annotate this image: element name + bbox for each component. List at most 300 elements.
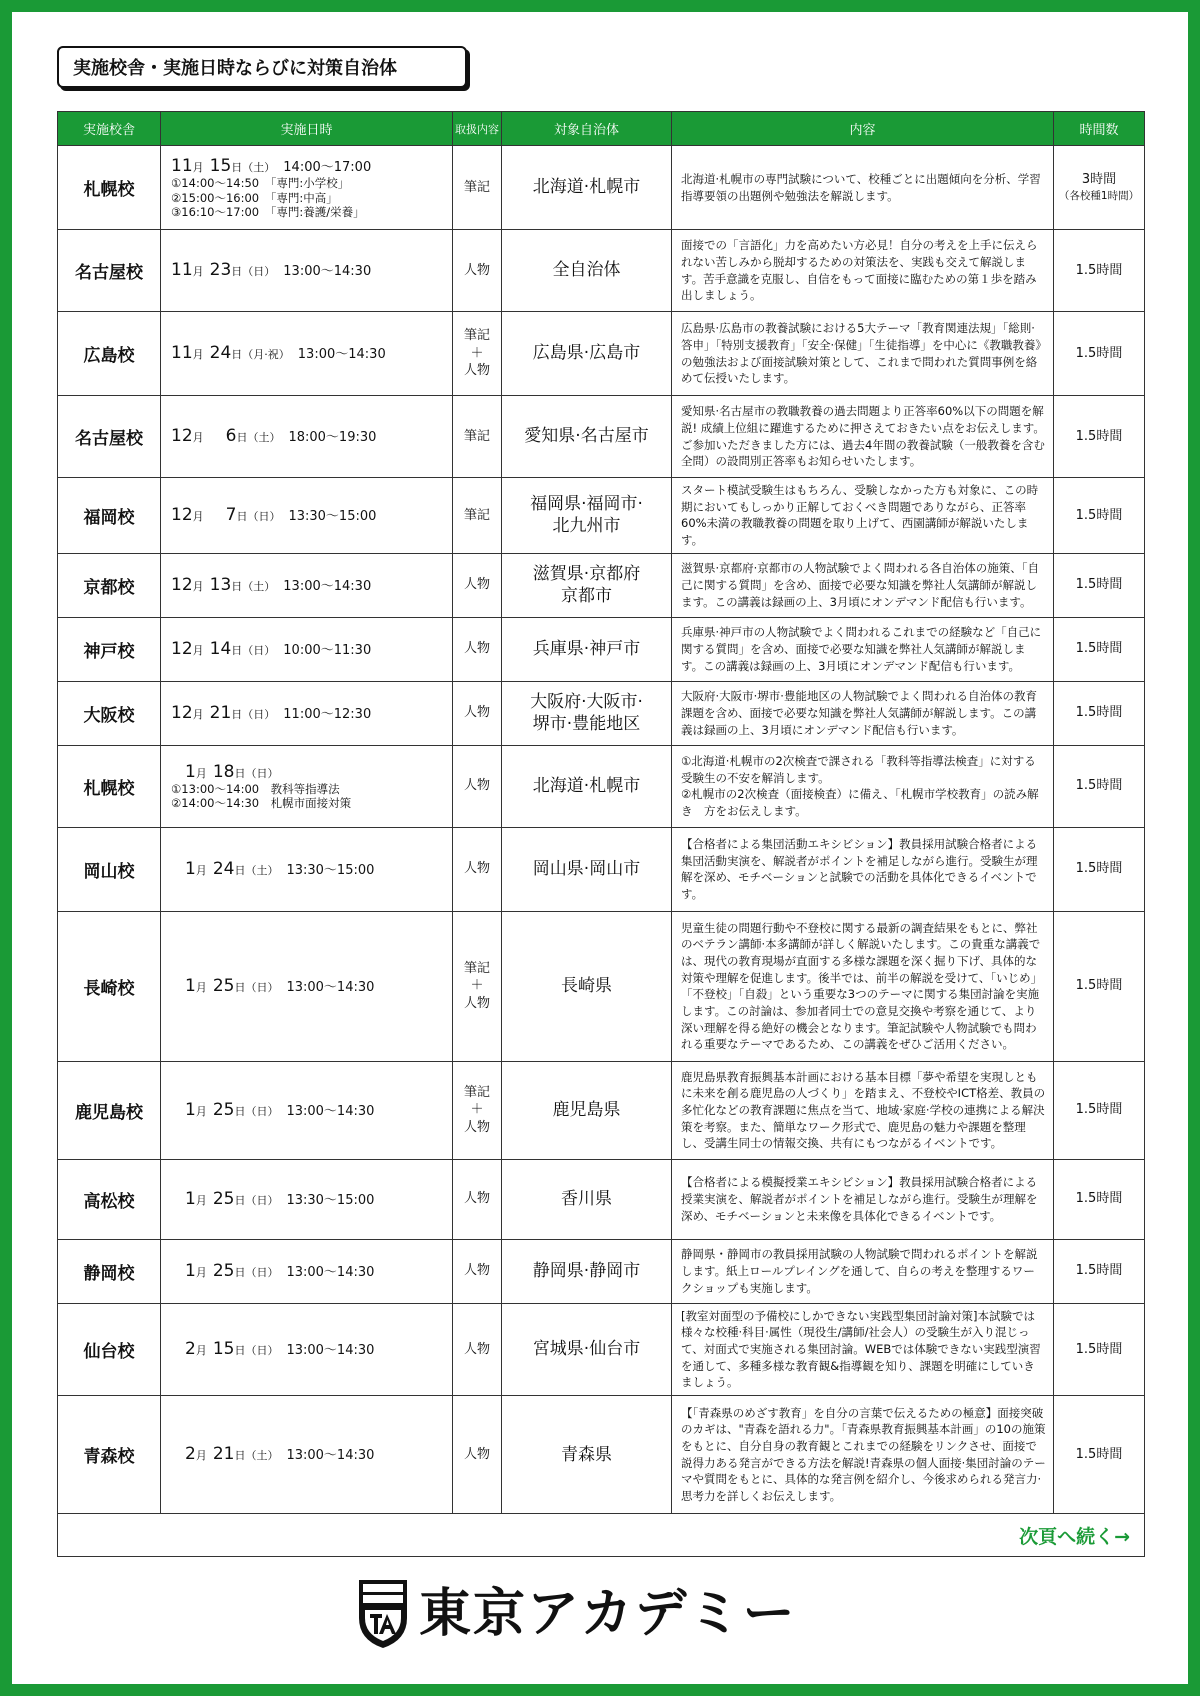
date-day-unit: 日	[234, 1193, 246, 1207]
content-line: ①北海道·札幌市の2次検査で課される「教科等指導法検査」に対する 受験生の不安を解消します。	[681, 753, 1048, 785]
session-line: ③16:10～17:00 「専門:養護/栄養」	[171, 204, 365, 219]
municipality-cell	[502, 911, 672, 1061]
table-row	[58, 478, 1145, 554]
type-label: 人物	[463, 641, 490, 657]
type-label: 人物	[463, 1341, 490, 1357]
type-cell	[453, 312, 502, 396]
date-main	[171, 1189, 452, 1209]
type-cell	[453, 745, 502, 827]
date-day-unit: 日	[236, 510, 248, 524]
date-month: 12	[171, 638, 193, 659]
hours-cell	[1054, 1239, 1145, 1303]
date-day: 7	[225, 505, 237, 526]
hours-cell	[1054, 146, 1145, 230]
date-time: 13:00～14:30	[283, 578, 372, 594]
hours-cell	[1054, 1159, 1145, 1239]
date-day-unit: 日	[231, 707, 243, 721]
date-day-unit: 日	[236, 431, 248, 445]
datetime-cell	[161, 827, 453, 911]
table-row	[58, 1303, 1145, 1395]
school-cell: 仙台校	[58, 1303, 161, 1395]
hours-value: 1.5時間	[1075, 577, 1123, 593]
date-main	[171, 762, 452, 782]
type-cell	[453, 230, 502, 312]
content-cell: 【「青森県のめざす教育」を自分の言葉で伝えるための極意】面接突破のカギは、"青森を語れる力"。「青森県教育振興基本計画」の10の施策をもとに、自分自身の教育観とこれまでの経験をリンクさせ、面接で説得力ある発言ができる方法を解説!青森県の個人面接·集団討論のテーマや質問をもとに、具体的な発言例を紹介し、今後求められる発言力·思考力を詳しくお伝えします。	[672, 1396, 1054, 1514]
content-cell: 北海道·札幌市の専門試験について、校種ごとに出題傾向を分析、学習指導要領の出題例や勉強法を解説します。	[672, 146, 1054, 230]
datetime-cell	[161, 1239, 453, 1303]
date-main	[171, 1100, 452, 1120]
section-title: 実施校舎・実施日時ならびに対策自治体	[57, 46, 467, 88]
date-month: 11	[171, 260, 193, 281]
table-row	[58, 617, 1145, 681]
hours-cell	[1054, 1303, 1145, 1395]
hours-value: 1.5時間	[1075, 1446, 1123, 1462]
table-row	[58, 745, 1145, 827]
date-time: 13:30～15:00	[288, 509, 377, 525]
content-cell: 静岡県・静岡市の教員採用試験の人物試験で問われるポイントを解説します。紙上ロールプレイングを通して、自らの考えを整理するワークショップも実施します。	[672, 1239, 1054, 1303]
date-day-unit: 日	[231, 160, 243, 174]
date-day-unit: 日	[234, 766, 246, 780]
date-main	[171, 859, 452, 879]
type-cell	[453, 617, 502, 681]
datetime-cell	[161, 617, 453, 681]
type-cell	[453, 1303, 502, 1395]
municipality-line: 静岡県·静岡市	[532, 1261, 641, 1282]
date-day: 6	[225, 426, 237, 447]
hours-cell	[1054, 617, 1145, 681]
municipality-line: 全自治体	[552, 260, 621, 281]
session-line: ②15:00～16:00 「専門:中高」	[171, 190, 338, 205]
date-weekday: （日）	[245, 1265, 279, 1279]
municipality-line: 鹿児島県	[552, 1100, 621, 1121]
table-row	[58, 1061, 1145, 1159]
type-label: ＋	[470, 978, 484, 994]
date-main	[171, 156, 452, 176]
date-main	[171, 575, 452, 595]
hours-value: 1.5時間	[1075, 705, 1123, 721]
school-cell: 広島校	[58, 312, 161, 396]
hours-cell	[1054, 1061, 1145, 1159]
municipality-cell	[502, 1239, 672, 1303]
date-main	[171, 505, 452, 525]
municipality-line: 北九州市	[552, 516, 621, 537]
date-month: 2	[185, 1339, 196, 1360]
datetime-cell	[161, 230, 453, 312]
table-row	[58, 146, 1145, 230]
date-time: 13:00～14:30	[286, 1264, 375, 1280]
date-main	[171, 1444, 452, 1464]
municipality-line: 北海道·札幌市	[532, 776, 641, 797]
date-time: 11:00～12:30	[283, 706, 372, 722]
table-row	[58, 681, 1145, 745]
table-row	[58, 1239, 1145, 1303]
type-label: 人物	[463, 1446, 490, 1462]
date-day: 14	[209, 638, 232, 659]
hours-cell	[1054, 827, 1145, 911]
datetime-cell	[161, 478, 453, 554]
header-content: 内容	[672, 112, 1054, 146]
date-main	[171, 703, 452, 723]
school-cell: 岡山校	[58, 827, 161, 911]
type-cell	[453, 911, 502, 1061]
municipality-cell	[502, 617, 672, 681]
type-label: 人物	[463, 1119, 490, 1135]
header-municipality: 対象自治体	[502, 112, 672, 146]
date-day: 25	[212, 1099, 235, 1120]
school-cell: 福岡校	[58, 478, 161, 554]
school-cell: 長崎校	[58, 911, 161, 1061]
datetime-cell	[161, 312, 453, 396]
date-month: 12	[171, 574, 193, 595]
content-cell: 児童生徒の問題行動や不登校に関する最新の調査結果をもとに、弊社のベテラン講師·本多講師が詳しく解説いたします。この貴重な講義では、現代の教育現場が直面する多様な課題を深く掘り下げ、具体的な対策や理解を促進します。後半では、前半の解説を受けて、「いじめ」「不登校」「自殺」という重要な3つのテーマに関する集団討論を実施します。この討論は、参加者同士での意見交換や考察を通じて、より深い理解を得る絶好の機会となります。筆記試験や人物試験でも問われる重要なテーマであるため、この講義をぜひご活用ください。	[672, 911, 1054, 1061]
date-month: 2	[185, 1444, 196, 1465]
hours-value: 1.5時間	[1075, 1341, 1123, 1357]
date-main	[171, 260, 452, 280]
date-month-unit: 月	[195, 1344, 207, 1358]
datetime-cell	[161, 1159, 453, 1239]
type-label: 人物	[463, 778, 490, 794]
type-label: 人物	[463, 363, 490, 379]
date-time: 13:30～15:00	[286, 1192, 375, 1208]
date-month-unit: 月	[195, 1104, 207, 1118]
date-weekday: （日）	[245, 1193, 279, 1207]
municipality-cell	[502, 1159, 672, 1239]
date-day-unit: 日	[234, 1104, 246, 1118]
date-month-unit: 月	[195, 1193, 207, 1207]
header-school: 実施校舎	[58, 112, 161, 146]
date-time: 13:00～14:30	[286, 1448, 375, 1464]
date-day-unit: 日	[231, 348, 243, 362]
date-day-unit: 日	[231, 643, 243, 657]
date-weekday: （土）	[245, 1449, 279, 1463]
session-line: ①14:00～14:50 「専門:小学校」	[171, 176, 350, 191]
date-day: 24	[209, 343, 232, 364]
header-datetime: 実施日時	[161, 112, 453, 146]
hours-value: 1.5時間	[1075, 641, 1123, 657]
content-cell	[672, 745, 1054, 827]
date-month-unit: 月	[195, 863, 207, 877]
type-label: 人物	[463, 705, 490, 721]
continued-link[interactable]: 次頁へ続く→	[1019, 1525, 1130, 1548]
date-day: 25	[212, 1260, 235, 1281]
datetime-cell	[161, 396, 453, 478]
date-main	[171, 1339, 452, 1359]
brand-logo	[357, 1578, 843, 1650]
type-label: 人物	[463, 995, 490, 1011]
municipality-line: 宮城県·仙台市	[532, 1339, 641, 1360]
school-cell: 神戸校	[58, 617, 161, 681]
tokyo-academy-emblem-icon	[357, 1578, 409, 1650]
session-line: ①13:00～14:00 教科等指導法	[171, 782, 340, 796]
table-row	[58, 553, 1145, 617]
date-day-unit: 日	[231, 265, 243, 279]
table-row	[58, 1396, 1145, 1514]
date-time: 13:00～14:30	[286, 979, 375, 995]
date-time: 18:00～19:30	[288, 430, 377, 446]
content-cell: 愛知県·名古屋市の教職教養の過去問題より正答率60%以下の問題を解説! 成績上位組に躍進するために押さえておきたい点をお伝えします。ご参加いただきました方には、過去4年間の教養試験（一般教養を含む全問）の設問別正答率もお知らせいたします。	[672, 396, 1054, 478]
date-time: 13:30～15:00	[286, 862, 375, 878]
municipality-cell	[502, 745, 672, 827]
date-month: 1	[185, 761, 196, 782]
date-day-unit: 日	[234, 1449, 246, 1463]
date-weekday: （日）	[245, 980, 279, 994]
content-cell: 【合格者による模擬授業エキシビション】教員採用試験合格者による授業実演を、解説者がポイントを補足しながら進行。受験生が理解を深め、モチベーションと未来像を具体化できるイベントです。	[672, 1159, 1054, 1239]
municipality-cell	[502, 827, 672, 911]
type-label: 筆記	[463, 428, 490, 444]
date-weekday: （日）	[242, 707, 276, 721]
date-time: 14:00～17:00	[283, 159, 372, 175]
date-day: 21	[209, 702, 232, 723]
municipality-line: 岡山県·岡山市	[532, 859, 641, 880]
type-cell	[453, 146, 502, 230]
date-main	[171, 1261, 452, 1281]
type-label: 筆記	[463, 507, 490, 523]
date-month-unit: 月	[192, 707, 204, 721]
date-weekday: （日）	[242, 265, 276, 279]
date-month-unit: 月	[192, 348, 204, 362]
municipality-line: 長崎県	[561, 976, 612, 997]
table-row	[58, 396, 1145, 478]
date-month: 12	[171, 702, 193, 723]
hours-cell	[1054, 911, 1145, 1061]
type-cell	[453, 1396, 502, 1514]
municipality-cell	[502, 681, 672, 745]
date-day: 21	[212, 1444, 235, 1465]
date-month-unit: 月	[192, 643, 204, 657]
hours-value: 1.5時間	[1075, 978, 1123, 994]
hours-note: （各校種1時間）	[1058, 190, 1140, 203]
content-cell: 【合格者による集団活動エキシビション】教員採用試験合格者による集団活動実演を、解説者がポイントを補足しながら進行。受験生が理解を深め、モチベーションと試験での活動を具体化できるイベントです。	[672, 827, 1054, 911]
hours-value: 1.5時間	[1075, 1191, 1123, 1207]
date-weekday: （土）	[242, 579, 276, 593]
municipality-cell	[502, 230, 672, 312]
type-label: 人物	[463, 1263, 490, 1279]
type-cell	[453, 478, 502, 554]
municipality-line: 愛知県·名古屋市	[524, 426, 649, 447]
date-day-unit: 日	[234, 1344, 246, 1358]
date-main	[171, 426, 452, 446]
date-day-unit: 日	[234, 980, 246, 994]
date-month: 11	[171, 343, 193, 364]
date-month-unit: 月	[192, 431, 204, 445]
table-row	[58, 230, 1145, 312]
type-label: 人物	[463, 262, 490, 278]
school-cell: 大阪校	[58, 681, 161, 745]
date-weekday: （土）	[247, 431, 281, 445]
date-weekday: （月·祝）	[242, 348, 290, 362]
date-day: 23	[209, 260, 232, 281]
type-label: 筆記	[463, 328, 490, 344]
date-weekday: （土）	[245, 863, 279, 877]
hours-cell	[1054, 681, 1145, 745]
municipality-cell	[502, 1303, 672, 1395]
municipality-cell	[502, 146, 672, 230]
table-row	[58, 312, 1145, 396]
content-cell: 鹿児島県教育振興基本計画における基本目標「夢や希望を実現しともに未来を創る鹿児島の人づくり」を踏まえ、不登校やICT格差、教員の多忙化などの教育課題に焦点を当て、地域·家庭·学校の連携による解決策を考察。また、簡単なワーク形式で、鹿児島の魅力や課題を整理し、受講生同士の情報交換、共有にもつながるイベントです。	[672, 1061, 1054, 1159]
hours-cell	[1054, 230, 1145, 312]
date-day: 15	[209, 155, 232, 176]
municipality-line: 滋賀県·京都府	[532, 564, 641, 585]
municipality-line: 青森県	[561, 1444, 612, 1465]
date-main	[171, 639, 452, 659]
hours-cell	[1054, 1396, 1145, 1514]
municipality-cell	[502, 312, 672, 396]
municipality-cell	[502, 1061, 672, 1159]
date-main	[171, 976, 452, 996]
datetime-cell	[161, 911, 453, 1061]
date-day: 24	[212, 858, 235, 879]
session-line: ②14:00～14:30 札幌市面接対策	[171, 796, 352, 811]
datetime-cell	[161, 1061, 453, 1159]
municipality-line: 広島県·広島市	[532, 343, 641, 364]
municipality-line: 福岡県·福岡市·	[530, 494, 643, 515]
hours-cell	[1054, 396, 1145, 478]
date-month-unit: 月	[195, 766, 207, 780]
date-month: 1	[185, 858, 196, 879]
type-label: 筆記	[463, 960, 490, 976]
type-cell	[453, 1061, 502, 1159]
date-month-unit: 月	[192, 160, 204, 174]
hours-value: 1.5時間	[1075, 1102, 1123, 1118]
type-cell	[453, 681, 502, 745]
date-weekday: （土）	[242, 160, 276, 174]
municipality-line: 堺市·豊能地区	[532, 714, 641, 735]
date-month: 1	[185, 1260, 196, 1281]
school-cell: 青森校	[58, 1396, 161, 1514]
date-time: 13:00～14:30	[286, 1103, 375, 1119]
content-cell: 面接での「言語化」力を高めたい方必見！自分の考えを上手に伝えられない苦しみから脱却するための対策法を、実践も交えて解説します。苦手意識を克服し、自信をもって面接に臨むための第１歩を踏み出しましょう。	[672, 230, 1054, 312]
school-cell: 静岡校	[58, 1239, 161, 1303]
table-row	[58, 1159, 1145, 1239]
date-day-unit: 日	[234, 1265, 246, 1279]
hours-value: 1.5時間	[1075, 345, 1123, 361]
date-weekday: （日）	[245, 1104, 279, 1118]
date-day: 15	[212, 1339, 235, 1360]
municipality-line: 京都市	[561, 586, 612, 607]
hours-cell	[1054, 312, 1145, 396]
type-cell	[453, 396, 502, 478]
type-cell	[453, 827, 502, 911]
school-cell: 名古屋校	[58, 230, 161, 312]
datetime-cell	[161, 146, 453, 230]
hours-value: 1.5時間	[1075, 428, 1123, 444]
date-month-unit: 月	[195, 980, 207, 994]
datetime-cell	[161, 745, 453, 827]
type-cell	[453, 553, 502, 617]
date-month-unit: 月	[195, 1449, 207, 1463]
continued-row	[58, 1514, 1145, 1557]
school-cell: 札幌校	[58, 745, 161, 827]
type-label: 人物	[463, 1191, 490, 1207]
date-time: 13:00～14:30	[283, 264, 372, 280]
header-hours: 時間数	[1054, 112, 1145, 146]
date-month-unit: 月	[192, 265, 204, 279]
school-cell: 高松校	[58, 1159, 161, 1239]
hours-value: 1.5時間	[1075, 778, 1123, 794]
brand-logo-text: 東京アカデミー	[419, 1584, 797, 1644]
date-day-unit: 日	[231, 579, 243, 593]
content-cell: 滋賀県·京都府·京都市の人物試験でよく問われる各自治体の施策、「自己に関する質問」を含め、面接で必要な知識を弊社人気講師が解説します。この講義は録画の上、3月頃にオンデマンド配信も行います。	[672, 553, 1054, 617]
municipality-cell	[502, 1396, 672, 1514]
content-cell: 兵庫県·神戸市の人物試験でよく問われるこれまでの経験など「自己に関する質問」を含め、面接で必要な知識を弊社人気講師が解説します。この講義は録画の上、3月頃にオンデマンド配信も行います。	[672, 617, 1054, 681]
date-month-unit: 月	[192, 510, 204, 524]
date-weekday: （日）	[242, 643, 276, 657]
date-month: 12	[171, 505, 193, 526]
date-month: 1	[185, 1099, 196, 1120]
hours-cell	[1054, 553, 1145, 617]
date-day: 25	[212, 1188, 235, 1209]
hours-value: 1.5時間	[1075, 861, 1123, 877]
date-weekday: （日）	[247, 510, 281, 524]
date-month: 1	[185, 975, 196, 996]
date-weekday: （日）	[245, 1344, 279, 1358]
date-time: 13:00～14:30	[297, 347, 386, 363]
date-month-unit: 月	[192, 579, 204, 593]
type-cell	[453, 1239, 502, 1303]
date-time: 13:00～14:30	[286, 1343, 375, 1359]
date-month: 12	[171, 426, 193, 447]
content-cell: [教室対面型の予備校にしかできない実践型集団討論対策]本試験では様々な校種·科目·属性（現役生/講師/社会人）の受験生が入り混じって、対面式で実施される集団討論。WEBでは体験できない実践型演習を通して、多種多様な教育観&指導観を知り、課題を明確にしていきましょう。	[672, 1303, 1054, 1395]
date-day: 18	[212, 761, 235, 782]
content-cell: 大阪府·大阪市·堺市·豊能地区の人物試験でよく問われる自治体の教育課題を含め、面接で必要な知識を弊社人気講師が解説します。この講義は録画の上、3月頃にオンデマンド配信も行います。	[672, 681, 1054, 745]
municipality-line: 兵庫県·神戸市	[532, 639, 641, 660]
type-label: 人物	[463, 861, 490, 877]
municipality-cell	[502, 478, 672, 554]
school-cell: 名古屋校	[58, 396, 161, 478]
hours-value: 1.5時間	[1075, 507, 1123, 523]
table-header-row	[58, 112, 1145, 146]
header-type: 取扱内容	[453, 112, 502, 146]
datetime-cell	[161, 1303, 453, 1395]
hours-value: 1.5時間	[1075, 262, 1123, 278]
datetime-cell	[161, 1396, 453, 1514]
table-row	[58, 827, 1145, 911]
content-line: ②札幌市の2次検査（面接検査）に備え、「札幌市学校教育」の読み解き 方をお伝えします。	[681, 787, 1039, 818]
municipality-line: 北海道·札幌市	[532, 177, 641, 198]
type-label: 人物	[463, 577, 490, 593]
date-month-unit: 月	[195, 1265, 207, 1279]
date-month: 1	[185, 1188, 196, 1209]
type-cell	[453, 1159, 502, 1239]
table-row	[58, 911, 1145, 1061]
date-day-unit: 日	[234, 863, 246, 877]
hours-cell	[1054, 478, 1145, 554]
hours-cell	[1054, 745, 1145, 827]
date-day: 25	[212, 975, 235, 996]
type-label: 筆記	[463, 1084, 490, 1100]
date-main	[171, 343, 452, 363]
school-cell: 鹿児島校	[58, 1061, 161, 1159]
date-day: 13	[209, 574, 232, 595]
municipality-line: 香川県	[561, 1189, 612, 1210]
datetime-cell	[161, 681, 453, 745]
date-time: 10:00～11:30	[283, 642, 372, 658]
hours-value: 1.5時間	[1075, 1263, 1123, 1279]
municipality-line: 大阪府·大阪市·	[530, 692, 643, 713]
type-label: 筆記	[463, 179, 490, 195]
school-cell: 札幌校	[58, 146, 161, 230]
type-label: ＋	[470, 345, 484, 361]
hours-value: 3時間	[1081, 171, 1117, 187]
date-month: 11	[171, 155, 193, 176]
content-cell: スタート模試受験生はもちろん、受験しなかった方も対象に、この時期においてもしっかり正解しておくべき問題でありながら、正答率60%未満の教職教養の問題を取り上げて、西園講師が解説いたします。	[672, 478, 1054, 554]
municipality-cell	[502, 553, 672, 617]
municipality-cell	[502, 396, 672, 478]
type-label: ＋	[470, 1102, 484, 1118]
schedule-table	[57, 111, 1145, 1557]
content-cell: 広島県·広島市の教養試験における5大テーマ「教育関連法規」「総則·答申」「特別支援教育」「安全·保健」「生徒指導」を中心に《教職教養》の勉強法および面接試験対策として、これまで問われた質問事例を絡めて伝授いたします。	[672, 312, 1054, 396]
datetime-cell	[161, 553, 453, 617]
